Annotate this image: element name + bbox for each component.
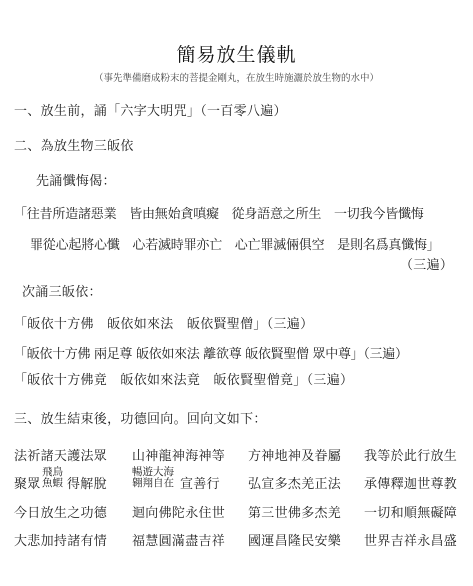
refuge-label: 次誦三皈依： <box>22 285 102 300</box>
section-2-heading: 二、為放生物三皈依 <box>14 139 134 154</box>
section-3-heading: 三、放生結束後，功德回向。回向文如下： <box>14 412 267 427</box>
dedication-r4-c1: 大悲加持諸有情 <box>14 534 108 549</box>
refuge-line-2: 「皈依十方佛 兩足尊 皈依如來法 離欲尊 皈依賢聖僧 眾中尊」（三遍） <box>14 347 408 362</box>
dedication-r1-c2: 山神龍神海神等 <box>132 449 226 464</box>
dedication-r2-c4: 承傳釋迦世尊教 <box>364 477 458 492</box>
dedication-r3-c3: 第三世佛多杰羌 <box>248 506 342 521</box>
dedication-r2-c2-stack-top: 暢遊大海 <box>132 466 174 478</box>
dedication-r2-c2-stack <box>132 467 174 489</box>
dedication-r2-c2-stack-bottom: 翱翔自在 <box>132 477 174 489</box>
dedication-r3-c4: 一切和順無礙障 <box>364 506 458 521</box>
refuge-line-1: 「皈依十方佛 皈依如來法 皈依賢聖僧」（三遍） <box>14 317 314 332</box>
dedication-r2-c1-suffix: 得解脫 <box>67 477 107 492</box>
dedication-r2-c2-suffix: 宣善行 <box>180 477 220 492</box>
dedication-r2-c1-stack <box>42 467 63 489</box>
dedication-r2-c1-stack-bottom: 魚蝦 <box>42 477 63 489</box>
dedication-r2-c1-stack-top: 飛鳥 <box>42 466 63 478</box>
page-subtitle: （事先準備磨成粉末的菩提金剛丸，在放生時施灑於放生物的水中） <box>93 73 379 84</box>
dedication-r4-c2: 福慧圓滿盡吉祥 <box>132 534 226 549</box>
dedication-r4-c4: 世界吉祥永昌盛 <box>364 534 458 549</box>
dedication-r2-c3: 弘宣多杰羌正法 <box>248 477 342 492</box>
repentance-verse-line-2: 罪從心起將心懺 心若滅時罪亦亡 心亡罪滅倆俱空 是則名爲真懺悔」 <box>30 238 440 253</box>
dedication-r1-c4: 我等於此行放生 <box>364 449 458 464</box>
refuge-line-3: 「皈依十方佛竟 皈依如來法竟 皈依賢聖僧竟」（三遍） <box>14 373 354 388</box>
repentance-label: 先誦懺悔偈： <box>36 174 116 189</box>
dedication-r3-c2: 迴向佛陀永住世 <box>132 506 226 521</box>
page-title: 簡易放生儀軌 <box>176 44 297 66</box>
dedication-r3-c1: 今日放生之功德 <box>14 506 108 521</box>
section-1-text: 一、放生前，誦「六字大明咒」（一百零八遍） <box>14 104 287 119</box>
dedication-r1-c3: 方神地神及眷屬 <box>248 449 342 464</box>
repentance-repeat-count: （三遍） <box>400 258 454 273</box>
repentance-verse-line-1: 「往昔所造諸惡業 皆由無始貪嗔癡 從身語意之所生 一切我今皆懺悔 <box>14 207 424 222</box>
dedication-r2-c1-prefix: 聚眾 <box>14 477 41 492</box>
dedication-r1-c1: 法祈諸天護法眾 <box>14 449 108 464</box>
dedication-r4-c3: 國運昌隆民安樂 <box>248 534 342 549</box>
